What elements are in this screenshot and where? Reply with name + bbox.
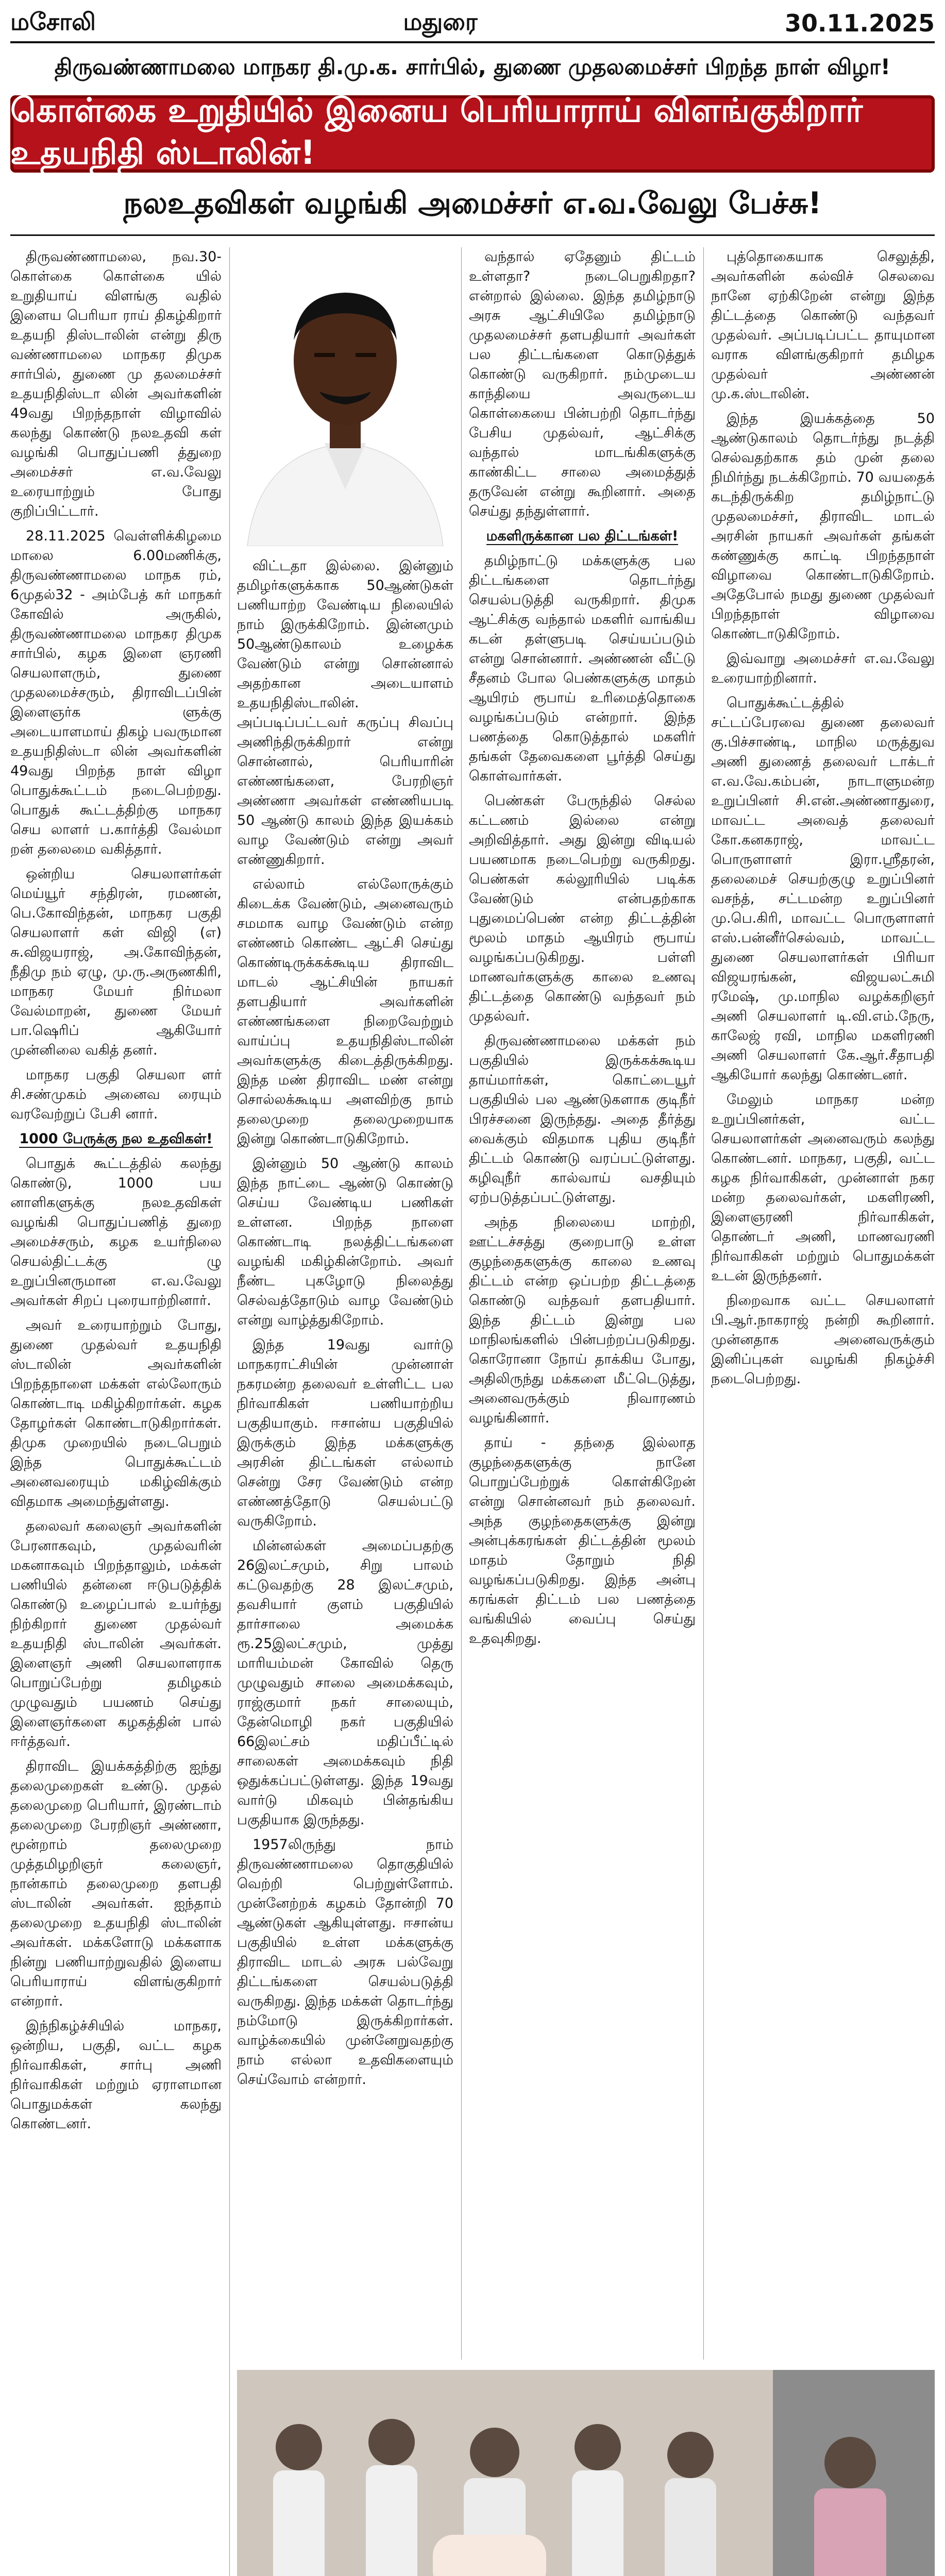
- paragraph: ஒன்றிய செயலாளர்கள் மெய்யூர் சந்திரன், ரமணன், பெ.கோவிந்தன், மாநகர பகுதி செயலாளர் கள் விஜி (எ) சு.விஜயராஜ், அ.கோவிந்தன், நீதிமு நம் ஏழு, மு.ரு.அருணகிரி, மாநகர மேயர் நிர்மலா வேல்மாறன், துணை மேயர் பா.ஷெரிப் ஆகியோர் முன்னிலை வகித் தனர்.: [10, 866, 222, 1058]
- event-photo: [237, 2370, 935, 2576]
- kicker-line: திருவண்ணாமலை மாநகர தி.மு.க. சார்பில், துணை முதலமைச்சர் பிறந்த நாள் விழா!: [54, 54, 891, 79]
- article-column-4: [711, 247, 935, 2360]
- paragraph: 28.11.2025 வெள்ளிக்கிழமை மாலை 6.00மணிக்கு, திருவண்ணாமலை மாநக ரம், 6முதல்32 - அம்பேத் கர் மாநகர் கோவில் அருகில், திருவண்ணாமலை மாநகர திமுக சார்பில், கழக இளை ஞரணி செயலாளரும், துணை முதலமைச்சரும், திராவிடப்பின் இளைஞர்க ளுக்கு அடையாளமாய் திகழ் பவருமான உதயநிதிஸ்டா லின் அவர்களின் 49வது பிறந்த நாள் விழா பொதுக்கூட்டம் நடைபெற்றது. பொதுக் கூட்டத்திற்கு மாநகர செய லாளர் ப.கார்த்தி வேல்மா றன் தலைமை வகித்தார்.: [10, 528, 222, 857]
- side-heading: [469, 527, 696, 546]
- paragraph: இவ்வாறு அமைச்சர் எ.வ.வேலு உரையாற்றினார்.: [711, 651, 935, 686]
- masthead: [10, 5, 935, 43]
- side-heading: [10, 1129, 222, 1149]
- subheadline: நலஉதவிகள் வழங்கி அமைச்சர் எ.வ.வேலு பேச்சு!: [123, 185, 822, 221]
- paragraph: இந்நிகழ்ச்சியில் மாநகர, ஒன்றிய, பகுதி, வட்ட கழக நிர்வாகிகள், சார்பு அணி நிர்வாகிகள் மற்றும் ஏராளமான பொதுமக்கள் கலந்து கொண்டனர்.: [10, 2018, 222, 2132]
- minister-portrait: [237, 247, 453, 546]
- paragraph: எல்லாம் எல்லோருக்கும் கிடைக்க வேண்டும், அனைவரும் சமமாக வாழ வேண்டும் என்ற எண்ணம் கொண்ட ஆட்சி செய்து கொண்டிருக்கக்கூடிய திராவிட மாடல் ஆட்சியின் நாயகர் தளபதியார் அவர்களின் எண்ணங்களை நிறைவேற்றும் வாய்ப்பு உதயநிதிஸ்டாலின் அவர்களுக்கு கிடைத்திருக்கிறது. இந்த மண் திராவிட மண் என்று சொல்லக்கூடிய அளவிற்கு நாம் தலைமுறை தலைமுறையாக இன்று கொண்டாடுகிறோம்.: [237, 876, 453, 1147]
- paragraph: இந்த 19வது வார்டு மாநகராட்சியின் முன்னாள் நகரமன்ற தலைவர் உள்ளிட்ட பல நிர்வாகிகள் பணியாற்றிய பகுதியாகும். ஈசான்ய பகுதியில் இருக்கும் இந்த மக்களுக்கு அரசின் திட்டங்கள் எல்லாம் சென்று சேர வேண்டும் என்ற எண்ணத்தோடு செயல்பட்டு வருகிறோம்.: [237, 1337, 453, 1529]
- article-column-1: [10, 247, 222, 2576]
- paragraph: திருவண்ணாமலை, நவ.30- கொள்கை கொள்கை யில் உறுதியாய் விளங்கு வதில் இளைய பெரியா ராய் திகழ்கிறார் உதயநி திஸ்டாலின் என்று திரு வண்ணாமலை மாநகர திமுக சார்பில், துணை மு தலமைச்சர் உதயநிதிஸ்டா லின் அவர்களின் 49வது பிறந்தநாள் விழாவில் கலந்து கொண்டு நலஉதவி கள் வழங்கி பொதுப்பணி த்துறை அமைச்சர் எ.வ.வேலு உரையாற்றும் போது குறிப்பிட்டார்.: [10, 249, 222, 519]
- divider: [10, 234, 935, 236]
- paragraph: தமிழ்நாட்டு மக்களுக்கு பல திட்டங்களை தொடர்ந்து செயல்படுத்தி வருகிறார். திமுக ஆட்சிக்கு வந்தால் மகளிர் வாங்கிய கடன் தள்ளுபடி செய்யப்படும் என்று சொன்னார். அண்ணன் வீட்டு சீதனம் போல பெண்களுக்கு மாதம் ஆயிரம் ரூபாய் உரிமைத்தொகை வழங்கப்படும் என்றார். இந்த பணத்தை கொடுத்தால் மகளிர் தங்கள் தேவைகளை பூர்த்தி செய்து கொள்வார்கள்.: [469, 553, 696, 784]
- paragraph: திராவிட இயக்கத்திற்கு ஐந்து தலைமுறைகள் உண்டு. முதல் தலைமுறை பெரியார், இரண்டாம் தலைமுறை பேரறிஞர் அண்ணா, மூன்றாம் தலைமுறை முத்தமிழறிஞர் கலைஞர், நான்காம் தலைமுறை தளபதி ஸ்டாலின் அவர்கள். ஐந்தாம் தலைமுறை உதயநிதி ஸ்டாலின் அவர்கள். மக்களோடு மக்களாக நின்று பணியாற்றுவதில் இளைய பெரியாராய் விளங்குகிறார் என்றார்.: [10, 1758, 222, 2009]
- main-headline: கொள்கை உறுதியில் இனைய பெரியாராய் விளங்குகிறார் உதயநிதி ஸ்டாலின்!: [10, 95, 935, 173]
- paragraph: 1957லிருந்து நாம் திருவண்ணாமலை தொகுதியில் வெற்றி பெற்றுள்ளோம். முன்னேற்றக் கழகம் தோன்றி 70 ஆண்டுகள் ஆகியுள்ளது. ஈசான்ய பகுதியில் உள்ள மக்களுக்கு திராவிட மாடல் அரசு பல்வேறு திட்டங்களை செயல்படுத்தி வருகிறது. இந்த மக்கள் தொடர்ந்து நம்மோடு இருக்கிறார்கள். வாழ்க்கையில் முன்னேறுவதற்கு நாம் எல்லா உதவிகளையும் செய்வோம் என்றார்.: [237, 1837, 453, 2088]
- side-heading-text: மகளிருக்கான பல திட்டங்கள்!: [486, 528, 679, 544]
- column-rule: [703, 247, 704, 2360]
- paragraph: மேலும் மாநகர மன்ற உறுப்பினர்கள், வட்ட செயலாளர்கள் அனைவரும் கலந்து கொண்டனர். மாநகர, பகுதி, வட்ட கழக நிர்வாகிகள், முன்னாள் நகர மன்ற தலைவர்கள், மகளிரணி, இளைஞரணி நிர்வாகிகள், தொண்டர் அணி, மாணவரணி நிர்வாகிகள் மற்றும் பொதுமக்கள் உடன் இருந்தனர்.: [711, 1092, 935, 1284]
- paragraph: திருவண்ணாமலை மக்கள் நம் பகுதியில் இருக்கக்கூடிய தாய்மார்கள், கொட்டையூர் பகுதியில் பல ஆண்டுகளாக குடிநீர் பிரச்சனை இருந்தது. அதை தீர்த்து வைக்கும் விதமாக புதிய குடிநீர் திட்டம் கொண்டு வரப்பட்டுள்ளது. கழிவுநீர் கால்வாய் வசதியும் ஏற்படுத்தப்பட்டுள்ளது.: [469, 1033, 696, 1206]
- paragraph: பொதுக்கூட்டத்தில் சட்டப்பேரவை துணை தலைவர் கு.பிச்சாண்டி, மாநில மருத்துவ அணி துணைத் தலைவர் டாக்டர் எ.வ.வே.கம்பன், நாடாளுமன்ற உறுப்பினர் சி.என்.அண்ணாதுரை, மாவட்ட அவைத் தலைவர் கோ.கனகராஜ், மாவட்ட பொருளாளர் இரா.ஸ்ரீதரன், தலைமைச் செயற்குழு உறுப்பினர் வசந்த், சட்டமன்ற உறுப்பினர் மு.பெ.கிரி, மாவட்ட பொருளாளர் எஸ்.பன்னீர்செல்வம், மாவட்ட துணை செயலாளர்கள் பிரியா விஜயரங்கன், விஜயலட்சுமி ரமேஷ், மு.மாநில வழக்கறிஞர் அணி செயலாளர் டி.வி.எம்.நேரு, காலேஜ் ரவி, மாநில மகளிரணி அணி செயலாளர் கே.ஆர்.சீதாபதி ஆகியோர் கலந்து கொண்டனர்.: [711, 695, 935, 1083]
- side-heading-text: 1000 பேருக்கு நல உதவிகள்!: [19, 1131, 213, 1147]
- article-column-2: [237, 556, 453, 2360]
- paragraph: இந்த இயக்கத்தை 50 ஆண்டுகாலம் தொடர்ந்து நடத்தி செல்வதற்காக தம் முன் தலை நிமிர்ந்து நடக்கிறோம். 70 வயதைக் கடந்திருக்கிற தமிழ்நாட்டு முதலமைச்சர், திராவிட மாடல் அரசின் நாயகர் அவர்கள் தங்கள் கண்ணுக்கு காட்டி பிறந்தநாள் விழாவை கொண்டாடுகிறோம். அதேபோல் நமது துணை முதல்வர் பிறந்தநாள் விழாவை கொண்டாடுகிறோம்.: [711, 411, 935, 642]
- paragraph: மின்னல்கள் அமைப்பதற்கு 26இலட்சமும், சிறு பாலம் கட்டுவதற்கு 28 இலட்சமும், தவசியார் குளம் பகுதியில் தார்சாலை அமைக்க ரூ.25இலட்சமும், முத்து மாரியம்மன் கோவில் தெரு முழுவதும் சாலை அமைக்கவும், ராஜ்குமார் நகர் சாலையும், தேன்மொழி நகர் பகுதியில் 66இலட்சம் மதிப்பீட்டில் சாலைகள் அமைக்கவும் நிதி ஒதுக்கப்பட்டுள்ளது. இந்த 19வது வார்டு மிகவும் பின்தங்கிய பகுதியாக இருந்தது.: [237, 1538, 453, 1828]
- paragraph: இன்னும் 50 ஆண்டு காலம் இந்த நாட்டை ஆண்டு கொண்டு செய்ய வேண்டிய பணிகள் உள்ளன. பிறந்த நாளை கொண்டாடி நலத்திட்டங்களை வழங்கி மகிழ்கின்றோம். அவர் நீண்ட புகழோடு நிலைத்து செல்வத்தோடும் வாழ வேண்டும் என்று வாழ்த்துகிறோம்.: [237, 1156, 453, 1328]
- column-rule: [229, 247, 230, 2576]
- paragraph: அந்த நிலையை மாற்றி, ஊட்டச்சத்து குறைபாடு உள்ள குழந்தைகளுக்கு காலை உணவு திட்டம் என்ற ஒப்பற்ற திட்டத்தை கொண்டு வந்தவர் தளபதியார். இந்த திட்டம் இன்று பல மாநிலங்களில் பின்பற்றப்படுகிறது. கொரோனா நோய் தாக்கிய போது, அதிலிருந்து மக்களை மீட்டெடுத்து, அனைவருக்கும் நிவாரணம் வழங்கினார்.: [469, 1214, 696, 1426]
- paragraph: தாய் - தந்தை இல்லாத குழந்தைகளுக்கு நானே பொறுப்பேற்றுக் கொள்கிறேன் என்று சொன்னவர் நம் தலைவர். அந்த குழந்தைகளுக்கு இன்று அன்புக்கரங்கள் திட்டத்தின் மூலம் மாதம் தோறும் நிதி வழங்கப்படுகிறது. இந்த அன்பு கரங்கள் திட்டம் பல பணத்தை வங்கியில் வைப்பு செய்து உதவுகிறது.: [469, 1435, 696, 1647]
- article-column-3: [469, 247, 696, 2360]
- paragraph: தலைவர் கலைஞர் அவர்களின் பேரனாகவும், முதல்வரின் மகனாகவும் பிறந்தாலும், மக்கள் பணியில் தன்னை ஈடுபடுத்திக் கொண்டு உழைப்பால் உயர்ந்து நிற்கிறார் துணை முதல்வர் உதயநிதி ஸ்டாலின் அவர்கள். இளைஞர் அணி செயலாளராக பொறுப்பேற்று தமிழகம் முழுவதும் பயணம் செய்து இளைஞர்களை கழகத்தின் பால் ஈர்த்தவர்.: [10, 1518, 222, 1750]
- paper-name: மசோலி: [10, 7, 96, 36]
- paragraph: வந்தால் ஏதேனும் திட்டம் உள்ளதா? நடைபெறுகிறதா? என்றால் இல்லை. இந்த தமிழ்நாடு அரசு ஆட்சியிலே தமிழ்நாடு முதலமைச்சர் தளபதியார் அவர்கள் பல திட்டங்களை கொடுத்துக் கொண்டு வருகிறார். நம்முடைய காந்தியை அவருடைய கொள்கையை பின்பற்றி தொடர்ந்து பேசிய முதல்வர், ஆட்சிக்கு வந்தால் மாடங்கிகளுக்கு காண்கிட்ட சாலை அமைத்துத் தருவேன் என்று கூறினார். அதை செய்து தந்துள்ளார்.: [469, 249, 696, 519]
- paragraph: மாநகர பகுதி செயலா ளர் சி.சண்முகம் அனைவ ரையும் வரவேற்றுப் பேசி னார்.: [10, 1067, 222, 1122]
- paragraph: புத்தொகையாக செலுத்தி, அவர்களின் கல்விச் செலவை நானே ஏற்கிறேன் என்று இந்த திட்டத்தை கொண்டு வந்தவர் முதல்வர். அப்படிப்பட்ட தாயுமான வராக விளங்குகிறார் தமிழக முதல்வர் அண்ணன் மு.க.ஸ்டாலின்.: [711, 249, 935, 402]
- paragraph: பொதுக் கூட்டத்தில் கலந்து கொண்டு, 1000 பய னாளிகளுக்கு நலஉதவிகள் வழங்கி பொதுப்பணித் துறை அமைச்சரும், கழக உயர்நிலை செயல்திட்டக்கு ழு உறுப்பினருமான எ.வ.வேலு அவர்கள் சிறப் புரையாற்றினார்.: [10, 1156, 222, 1309]
- date-label: 30.11.2025: [784, 9, 935, 37]
- paragraph: விட்டதா இல்லை. இன்னும் தமிழர்களுக்காக 50ஆண்டுகள் பணியாற்ற வேண்டிய நிலையில் நாம் இருக்கிறோம். இன்னமும் 50ஆண்டுகாலம் உழைக்க வேண்டும் என்று சொன்னால் அதற்கான அடையாளம் உதயநிதிஸ்டாலின். அப்படிப்பட்டவர் கருப்பு சிவப்பு அணிந்திருக்கிறார் என்று சொன்னால், பெரியாரின் எண்ணங்களை, பேரறிஞர் அண்ணா அவர்கள் எண்ணியபடி 50 ஆண்டு காலம் இந்த இயக்கம் வாழ வேண்டும் என்று அவர் எண்ணுகிறார்.: [237, 558, 453, 868]
- paragraph: பெண்கள் பேருந்தில் செல்ல கட்டணம் இல்லை என்று அறிவித்தார். அது இன்று விடியல் பயணமாக நடைபெற்று வருகிறது. பெண்கள் கல்லூரியில் படிக்க வேண்டும் என்பதற்காக புதுமைப்பெண் என்ற திட்டத்தின் மூலம் மாதம் ஆயிரம் ரூபாய் வழங்கப்படுகிறது. பள்ளி மாணவர்களுக்கு காலை உணவு திட்டத்தை கொண்டு வந்தவர் நம் முதல்வர்.: [469, 793, 696, 1024]
- paragraph: அவர் உரையாற்றும் போது, துணை முதல்வர் உதயநிதி ஸ்டாலின் அவர்களின் பிறந்தநாளை மக்கள் எல்லோரும் கொண்டாடி மகிழ்கிறார்கள். கழக தோழர்கள் கொண்டாடுகிறார்கள். திமுக முறையில் நடைபெறும் இந்த பொதுக்கூட்டம் அனைவரையும் மகிழ்விக்கும் விதமாக அமைந்துள்ளது.: [10, 1317, 222, 1510]
- city-name: மதுரை: [403, 7, 478, 36]
- column-rule: [461, 247, 462, 2360]
- paragraph: நிறைவாக வட்ட செயலாளர் பி.ஆர்.நாகராஜ் நன்றி கூறினார். முன்னதாக அனைவருக்கும் இனிப்புகள் வழங்கி நிகழ்ச்சி நடைபெற்றது.: [711, 1293, 935, 1387]
